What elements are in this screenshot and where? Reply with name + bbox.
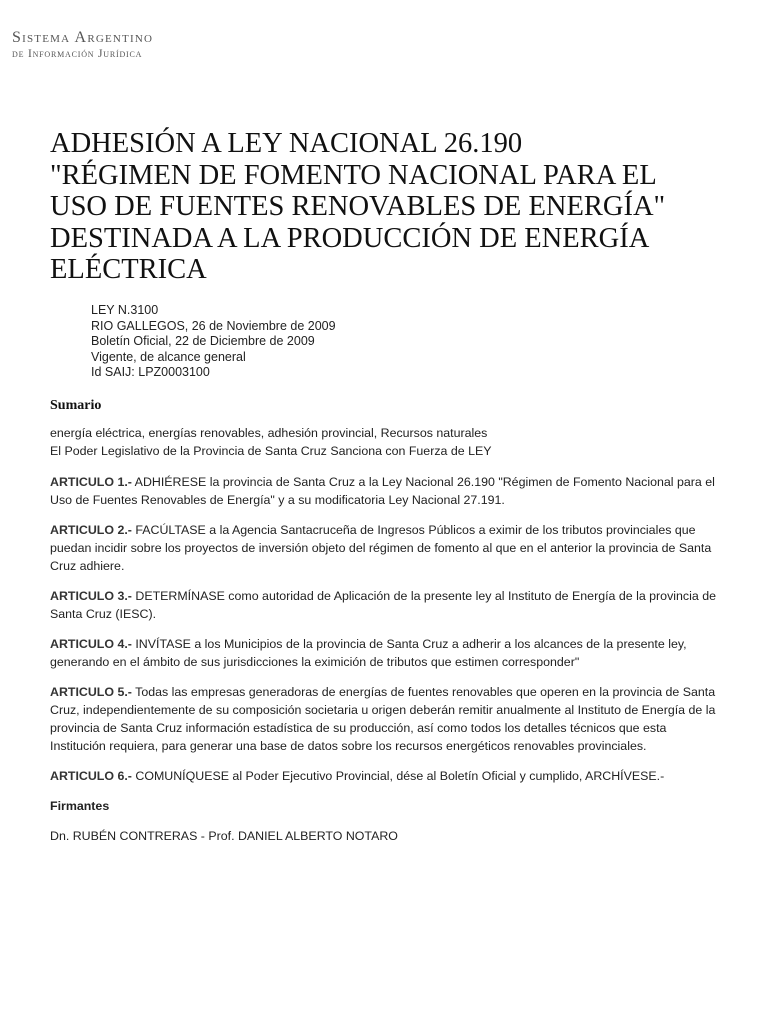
summary-heading: Sumario <box>50 398 102 413</box>
signatories-names: Dn. RUBÉN CONTRERAS - Prof. DANIEL ALBERTO NOTARO <box>50 829 398 843</box>
article-4 <box>50 635 720 671</box>
article-text: ADHIÉRESE la provincia de Santa Cruz a la Ley Nacional 26.190 "Régimen de Fomento Nacional para el Uso de Fuentes Renovables de Energía" y a su modificatoria Ley Nacional 27.191. <box>50 475 715 507</box>
official-bulletin-date: Boletín Oficial, 22 de Diciembre de 2009 <box>91 334 315 348</box>
signatories-heading: Firmantes <box>50 799 110 813</box>
summary-keywords: energía eléctrica, energías renovables, adhesión provincial, Recursos naturales <box>50 426 488 440</box>
place-date: RIO GALLEGOS, 26 de Noviembre de 2009 <box>91 318 336 333</box>
title-line: "RÉGIMEN DE FOMENTO NACIONAL PARA EL <box>50 159 657 191</box>
article-2 <box>50 521 720 575</box>
enactment-preamble: El Poder Legislativo de la Provincia de Santa Cruz Sanciona con Fuerza de LEY <box>50 444 492 458</box>
validity-status: Vigente, de alcance general <box>91 349 246 364</box>
document-title <box>50 128 750 286</box>
title-line: DESTINADA A LA PRODUCCIÓN DE ENERGÍA <box>50 222 650 254</box>
saij-logo <box>12 28 153 61</box>
article-text: FACÚLTASE a la Agencia Santacruceña de Ingresos Públicos a eximir de los tributos provinciales que puedan incidir sobre los proyectos de inversión objeto del régimen de fomento al que en el anterior la provincia de Santa Cruz adhiere. <box>50 523 712 573</box>
article-text: Todas las empresas generadoras de energías de fuentes renovables que operen en la provincia de Santa Cruz, independientemente de su composición societaria u origen deberán remitir anualmente al Instituto de Energía de la provincia de Santa Cruz información estadística de su producción, así como todos los detalles técnicos que esta Institución requiera, para generar una base de datos sobre los recursos energéticos renovables provinciales. <box>50 685 716 753</box>
article-5 <box>50 683 720 755</box>
article-text: DETERMÍNASE como autoridad de Aplicación de la presente ley al Instituto de Energía de la provincia de Santa Cruz (IESC). <box>50 589 716 621</box>
title-line: ELÉCTRICA <box>50 254 207 285</box>
article-1 <box>50 473 720 509</box>
article-label: ARTICULO 3.- <box>50 589 132 603</box>
article-6 <box>50 767 720 785</box>
title-line: USO DE FUENTES RENOVABLES DE ENERGÍA" <box>50 191 666 222</box>
article-text: COMUNÍQUESE al Poder Ejecutivo Provincial, dése al Boletín Oficial y cumplido, ARCHÍVESE.- <box>131 769 665 783</box>
article-3 <box>50 587 720 623</box>
article-label: ARTICULO 2.- <box>50 523 132 537</box>
article-text: INVÍTASE a los Municipios de la provincia de Santa Cruz a adherir a los alcances de la presente ley, generando en el ámbito de sus jurisdicciones la eximición de tributos que estimen corresponder" <box>50 637 687 669</box>
law-metadata <box>91 303 336 381</box>
article-label: ARTICULO 1.- <box>50 475 132 489</box>
article-label: ARTICULO 5.- <box>50 685 132 699</box>
saij-id: Id SAIJ: LPZ0003100 <box>91 365 210 379</box>
logo-line-2: de Información Jurídica <box>12 48 143 60</box>
title-line: ADHESIÓN A LEY NACIONAL 26.190 <box>50 128 523 159</box>
article-label: ARTICULO 6.- <box>50 769 132 783</box>
law-number: LEY N.3100 <box>91 303 159 317</box>
logo-line-1: Sistema Argentino <box>12 29 154 46</box>
article-label: ARTICULO 4.- <box>50 637 132 651</box>
document-body <box>50 424 720 845</box>
